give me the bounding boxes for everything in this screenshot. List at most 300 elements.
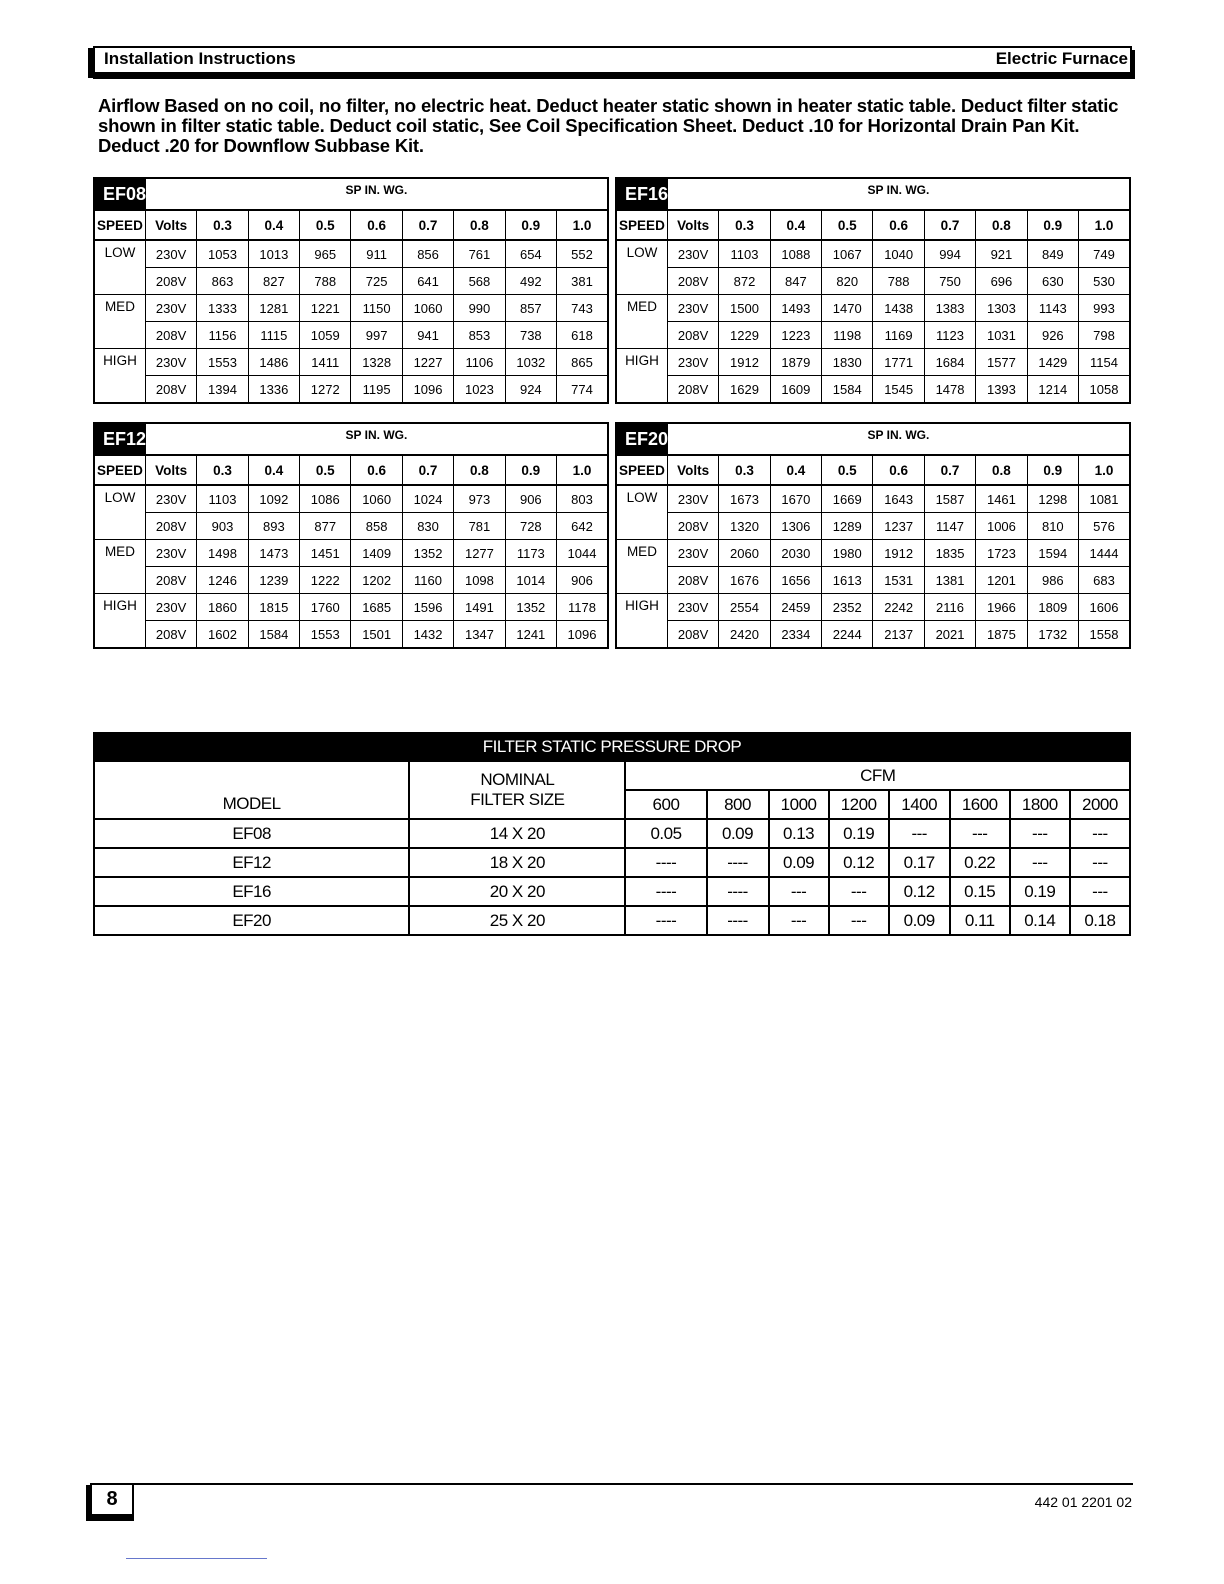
cfm-value-cell: 1103 xyxy=(719,240,770,268)
cfm-value-cell: 530 xyxy=(1079,268,1130,295)
table-row xyxy=(616,376,1130,404)
cfm-value-cell: 1669 xyxy=(822,485,873,513)
sp-column-header: 0.5 xyxy=(822,210,873,240)
pressure-drop-cell: 0.15 xyxy=(950,877,1010,906)
sp-column-header: 0.7 xyxy=(402,210,453,240)
volts-header: Volts xyxy=(667,210,718,240)
pressure-drop-cell: --- xyxy=(769,877,829,906)
sp-header: SP IN. WG. xyxy=(145,178,608,210)
cfm-value-cell: 1053 xyxy=(197,240,248,268)
cfm-value-cell: 642 xyxy=(557,513,608,540)
cfm-value-cell: 973 xyxy=(454,485,505,513)
volts-cell: 208V xyxy=(145,322,196,349)
cfm-value-cell: 1602 xyxy=(197,621,248,649)
cfm-value-cell: 576 xyxy=(1079,513,1130,540)
cfm-value-cell: 1609 xyxy=(770,376,821,404)
cfm-value-cell: 1393 xyxy=(976,376,1027,404)
cfm-value-cell: 1195 xyxy=(351,376,402,404)
table-row xyxy=(94,295,608,322)
cfm-value-cell: 630 xyxy=(1027,268,1078,295)
cfm-value-cell: 1281 xyxy=(248,295,299,322)
cfm-value-cell: 381 xyxy=(557,268,608,295)
table-row xyxy=(94,485,608,513)
cfm-value-cell: 1096 xyxy=(557,621,608,649)
cfm-value-cell: 1461 xyxy=(976,485,1027,513)
pressure-drop-cell: 0.12 xyxy=(889,877,950,906)
volts-cell: 230V xyxy=(145,594,196,621)
airflow-table-ef12 xyxy=(93,422,609,649)
cfm-value-cell: 1966 xyxy=(976,594,1027,621)
sp-column-header: 0.8 xyxy=(454,455,505,485)
cfm-value-cell: 1830 xyxy=(822,349,873,376)
cfm-value-cell: 1673 xyxy=(719,485,770,513)
filter-static-table xyxy=(93,732,1131,936)
cfm-value-cell: 743 xyxy=(557,295,608,322)
cfm-column-header: 1400 xyxy=(889,790,950,819)
filter-table-body xyxy=(94,819,1130,935)
cfm-value-cell: 492 xyxy=(505,268,556,295)
pressure-drop-cell: ---- xyxy=(707,906,769,935)
cfm-value-cell: 1098 xyxy=(454,567,505,594)
cfm-value-cell: 774 xyxy=(557,376,608,404)
pressure-drop-cell: --- xyxy=(1010,848,1070,877)
cfm-value-cell: 1643 xyxy=(873,485,924,513)
volts-cell: 208V xyxy=(667,621,718,649)
cfm-value-cell: 1347 xyxy=(454,621,505,649)
cfm-value-cell: 1980 xyxy=(822,540,873,567)
cfm-value-cell: 1006 xyxy=(976,513,1027,540)
volts-cell: 230V xyxy=(667,594,718,621)
cfm-value-cell: 1473 xyxy=(248,540,299,567)
model-label: EF12 xyxy=(94,423,145,455)
cfm-header: CFM xyxy=(625,761,1130,790)
airflow-table-ef08 xyxy=(93,177,609,404)
sp-column-header: 0.6 xyxy=(351,455,402,485)
cfm-value-cell: 872 xyxy=(719,268,770,295)
cfm-value-cell: 1394 xyxy=(197,376,248,404)
header-decoration xyxy=(93,74,1135,79)
cfm-value-cell: 1409 xyxy=(351,540,402,567)
cfm-value-cell: 1306 xyxy=(770,513,821,540)
cfm-value-cell: 1059 xyxy=(300,322,351,349)
cfm-value-cell: 1081 xyxy=(1079,485,1130,513)
sp-column-header: 0.5 xyxy=(300,210,351,240)
cfm-value-cell: 1067 xyxy=(822,240,873,268)
cfm-value-cell: 1060 xyxy=(351,485,402,513)
cfm-value-cell: 1303 xyxy=(976,295,1027,322)
model-label: EF20 xyxy=(616,423,667,455)
cfm-value-cell: 1553 xyxy=(300,621,351,649)
model-label: EF16 xyxy=(616,178,667,210)
sp-header: SP IN. WG. xyxy=(667,178,1130,210)
cfm-value-cell: 941 xyxy=(402,322,453,349)
cfm-value-cell: 1444 xyxy=(1079,540,1130,567)
table-row xyxy=(616,621,1130,649)
filter-size-cell: 20 X 20 xyxy=(409,877,625,906)
cfm-value-cell: 1670 xyxy=(770,485,821,513)
cfm-value-cell: 750 xyxy=(924,268,975,295)
cfm-value-cell: 568 xyxy=(454,268,505,295)
cfm-value-cell: 1500 xyxy=(719,295,770,322)
cfm-value-cell: 1684 xyxy=(924,349,975,376)
header-title-left: Installation Instructions xyxy=(104,49,296,68)
volts-header: Volts xyxy=(145,455,196,485)
cfm-value-cell: 728 xyxy=(505,513,556,540)
speed-label: LOW xyxy=(616,240,667,295)
pressure-drop-cell: --- xyxy=(829,906,889,935)
cfm-value-cell: 803 xyxy=(557,485,608,513)
cfm-value-cell: 827 xyxy=(248,268,299,295)
speed-label: MED xyxy=(94,540,145,594)
cfm-value-cell: 1381 xyxy=(924,567,975,594)
cfm-column-header: 800 xyxy=(707,790,769,819)
speed-label: HIGH xyxy=(94,349,145,404)
cfm-value-cell: 1058 xyxy=(1079,376,1130,404)
cfm-value-cell: 1239 xyxy=(248,567,299,594)
sp-column-header: 0.4 xyxy=(770,455,821,485)
cfm-value-cell: 1178 xyxy=(557,594,608,621)
cfm-value-cell: 924 xyxy=(505,376,556,404)
sp-column-header: 1.0 xyxy=(1079,210,1130,240)
sp-column-header: 0.9 xyxy=(505,455,556,485)
sp-column-header: 0.4 xyxy=(248,210,299,240)
pressure-drop-cell: --- xyxy=(1070,848,1130,877)
table-row xyxy=(94,848,1130,877)
cfm-value-cell: 2352 xyxy=(822,594,873,621)
speed-label: LOW xyxy=(94,240,145,295)
cfm-value-cell: 1214 xyxy=(1027,376,1078,404)
cfm-value-cell: 993 xyxy=(1079,295,1130,322)
volts-cell: 208V xyxy=(145,268,196,295)
footer-rule xyxy=(93,1483,1133,1485)
cfm-value-cell: 1486 xyxy=(248,349,299,376)
pressure-drop-cell: --- xyxy=(1070,877,1130,906)
cfm-value-cell: 1328 xyxy=(351,349,402,376)
cfm-value-cell: 921 xyxy=(976,240,1027,268)
cfm-column-header: 1200 xyxy=(829,790,889,819)
speed-label: HIGH xyxy=(616,349,667,404)
cfm-value-cell: 1115 xyxy=(248,322,299,349)
volts-cell: 230V xyxy=(145,485,196,513)
cfm-value-cell: 1289 xyxy=(822,513,873,540)
pressure-drop-cell: 0.09 xyxy=(769,848,829,877)
cfm-value-cell: 1298 xyxy=(1027,485,1078,513)
table-row xyxy=(616,513,1130,540)
cfm-value-cell: 725 xyxy=(351,268,402,295)
table-row xyxy=(616,485,1130,513)
sp-column-header: 0.7 xyxy=(402,455,453,485)
cfm-value-cell: 1088 xyxy=(770,240,821,268)
sp-column-header: 0.3 xyxy=(197,210,248,240)
intro-paragraph: Airflow Based on no coil, no filter, no electric heat. Deduct heater static shown in heater static table. Deduct filter static shown in filter static table. Deduct coil static, See Coil Specification Sheet. Deduct .10 for Horizontal Drain Pan Kit. Deduct .20 for Downflow Subbase Kit. xyxy=(98,95,1119,156)
cfm-value-cell: 1237 xyxy=(873,513,924,540)
cfm-value-cell: 1879 xyxy=(770,349,821,376)
cfm-value-cell: 903 xyxy=(197,513,248,540)
table-row xyxy=(94,621,608,649)
cfm-value-cell: 2242 xyxy=(873,594,924,621)
cfm-value-cell: 1912 xyxy=(873,540,924,567)
cfm-value-cell: 738 xyxy=(505,322,556,349)
cfm-value-cell: 1352 xyxy=(402,540,453,567)
cfm-value-cell: 990 xyxy=(454,295,505,322)
cfm-value-cell: 1676 xyxy=(719,567,770,594)
cfm-value-cell: 1201 xyxy=(976,567,1027,594)
cfm-value-cell: 1040 xyxy=(873,240,924,268)
cfm-value-cell: 2554 xyxy=(719,594,770,621)
cfm-value-cell: 1198 xyxy=(822,322,873,349)
pressure-drop-cell: ---- xyxy=(707,848,769,877)
pressure-drop-cell: ---- xyxy=(625,906,706,935)
sp-column-header: 1.0 xyxy=(557,210,608,240)
sp-column-header: 0.3 xyxy=(719,210,770,240)
table-row xyxy=(94,349,608,376)
cfm-value-cell: 863 xyxy=(197,268,248,295)
table-row xyxy=(94,906,1130,935)
cfm-value-cell: 1594 xyxy=(1027,540,1078,567)
cfm-value-cell: 552 xyxy=(557,240,608,268)
cfm-value-cell: 1685 xyxy=(351,594,402,621)
table-row xyxy=(616,594,1130,621)
cfm-value-cell: 1383 xyxy=(924,295,975,322)
pressure-drop-cell: 0.09 xyxy=(707,819,769,848)
cfm-value-cell: 1320 xyxy=(719,513,770,540)
volts-cell: 208V xyxy=(667,513,718,540)
volts-cell: 208V xyxy=(145,567,196,594)
sp-column-header: 0.7 xyxy=(924,455,975,485)
cfm-value-cell: 1723 xyxy=(976,540,1027,567)
cfm-value-cell: 2030 xyxy=(770,540,821,567)
airflow-table-ef20 xyxy=(615,422,1131,649)
pressure-drop-cell: ---- xyxy=(707,877,769,906)
table-row xyxy=(616,349,1130,376)
volts-cell: 230V xyxy=(667,540,718,567)
model-label: EF08 xyxy=(94,178,145,210)
cfm-value-cell: 1150 xyxy=(351,295,402,322)
volts-cell: 230V xyxy=(667,240,718,268)
cfm-value-cell: 1143 xyxy=(1027,295,1078,322)
cfm-value-cell: 2459 xyxy=(770,594,821,621)
pressure-drop-cell: --- xyxy=(950,819,1010,848)
volts-cell: 208V xyxy=(667,268,718,295)
volts-cell: 230V xyxy=(145,240,196,268)
cfm-value-cell: 1815 xyxy=(248,594,299,621)
cfm-value-cell: 986 xyxy=(1027,567,1078,594)
volts-header: Volts xyxy=(667,455,718,485)
cfm-value-cell: 1147 xyxy=(924,513,975,540)
cfm-value-cell: 810 xyxy=(1027,513,1078,540)
cfm-value-cell: 1123 xyxy=(924,322,975,349)
speed-header: SPEED xyxy=(94,210,145,240)
filter-size-cell: 25 X 20 xyxy=(409,906,625,935)
cfm-column-header: 1800 xyxy=(1010,790,1070,819)
speed-header: SPEED xyxy=(94,455,145,485)
pressure-drop-cell: 0.22 xyxy=(950,848,1010,877)
volts-cell: 230V xyxy=(667,349,718,376)
volts-cell: 230V xyxy=(145,295,196,322)
sp-column-header: 0.9 xyxy=(1027,455,1078,485)
cfm-value-cell: 1606 xyxy=(1079,594,1130,621)
cfm-value-cell: 1558 xyxy=(1079,621,1130,649)
cfm-value-cell: 911 xyxy=(351,240,402,268)
nominal-label: NOMINAL xyxy=(480,770,555,789)
cfm-value-cell: 1584 xyxy=(822,376,873,404)
volts-cell: 230V xyxy=(145,349,196,376)
cfm-value-cell: 1156 xyxy=(197,322,248,349)
cfm-column-header: 1000 xyxy=(769,790,829,819)
cfm-value-cell: 965 xyxy=(300,240,351,268)
cfm-value-cell: 1277 xyxy=(454,540,505,567)
table-row xyxy=(616,567,1130,594)
cfm-value-cell: 1429 xyxy=(1027,349,1078,376)
cfm-value-cell: 856 xyxy=(402,240,453,268)
cfm-value-cell: 2137 xyxy=(873,621,924,649)
filter-size-cell: 14 X 20 xyxy=(409,819,625,848)
sp-column-header: 0.4 xyxy=(770,210,821,240)
cfm-value-cell: 858 xyxy=(351,513,402,540)
cfm-value-cell: 847 xyxy=(770,268,821,295)
cfm-value-cell: 1553 xyxy=(197,349,248,376)
cfm-column-header: 2000 xyxy=(1070,790,1130,819)
pressure-drop-cell: ---- xyxy=(625,848,706,877)
sp-column-header: 0.5 xyxy=(822,455,873,485)
cfm-value-cell: 1451 xyxy=(300,540,351,567)
table-row xyxy=(94,540,608,567)
volts-cell: 208V xyxy=(667,567,718,594)
filter-size-label: FILTER SIZE xyxy=(470,790,565,809)
cfm-value-cell: 1613 xyxy=(822,567,873,594)
cfm-value-cell: 906 xyxy=(557,567,608,594)
sp-column-header: 1.0 xyxy=(1079,455,1130,485)
speed-header: SPEED xyxy=(616,455,667,485)
speed-label: LOW xyxy=(94,485,145,540)
sp-column-header: 0.6 xyxy=(873,455,924,485)
cfm-value-cell: 798 xyxy=(1079,322,1130,349)
cfm-value-cell: 1060 xyxy=(402,295,453,322)
cfm-value-cell: 906 xyxy=(505,485,556,513)
sp-column-header: 0.5 xyxy=(300,455,351,485)
cfm-value-cell: 1596 xyxy=(402,594,453,621)
volts-cell: 208V xyxy=(667,376,718,404)
cfm-value-cell: 1246 xyxy=(197,567,248,594)
cfm-value-cell: 1656 xyxy=(770,567,821,594)
cfm-value-cell: 1096 xyxy=(402,376,453,404)
cfm-value-cell: 781 xyxy=(454,513,505,540)
cfm-value-cell: 1023 xyxy=(454,376,505,404)
cfm-value-cell: 1031 xyxy=(976,322,1027,349)
header-title-right: Electric Furnace xyxy=(995,49,1128,68)
pressure-drop-cell: 0.05 xyxy=(625,819,706,848)
cfm-value-cell: 2116 xyxy=(924,594,975,621)
cfm-value-cell: 1771 xyxy=(873,349,924,376)
pressure-drop-cell: 0.12 xyxy=(829,848,889,877)
cfm-column-header: 1600 xyxy=(950,790,1010,819)
cfm-value-cell: 1432 xyxy=(402,621,453,649)
volts-cell: 230V xyxy=(667,295,718,322)
cfm-value-cell: 1160 xyxy=(402,567,453,594)
cfm-value-cell: 1352 xyxy=(505,594,556,621)
sp-column-header: 0.4 xyxy=(248,455,299,485)
sp-column-header: 0.9 xyxy=(505,210,556,240)
table-row xyxy=(94,240,608,268)
pressure-drop-cell: --- xyxy=(1010,819,1070,848)
cfm-value-cell: 1493 xyxy=(770,295,821,322)
cfm-value-cell: 1024 xyxy=(402,485,453,513)
nominal-filter-size-header xyxy=(409,761,625,819)
cfm-value-cell: 820 xyxy=(822,268,873,295)
cfm-value-cell: 865 xyxy=(557,349,608,376)
speed-label: MED xyxy=(616,295,667,349)
model-cell: EF16 xyxy=(94,877,409,906)
filter-table-title: FILTER STATIC PRESSURE DROP xyxy=(94,733,1130,761)
speed-header: SPEED xyxy=(616,210,667,240)
cfm-value-cell: 2420 xyxy=(719,621,770,649)
volts-header: Volts xyxy=(145,210,196,240)
table-row xyxy=(94,819,1130,848)
cfm-value-cell: 788 xyxy=(873,268,924,295)
pressure-drop-cell: 0.14 xyxy=(1010,906,1070,935)
cfm-value-cell: 1032 xyxy=(505,349,556,376)
volts-cell: 208V xyxy=(667,322,718,349)
cfm-value-cell: 2060 xyxy=(719,540,770,567)
pressure-drop-cell: 0.11 xyxy=(950,906,1010,935)
airflow-table-ef16 xyxy=(615,177,1131,404)
cfm-value-cell: 683 xyxy=(1079,567,1130,594)
model-cell: EF08 xyxy=(94,819,409,848)
cfm-value-cell: 1169 xyxy=(873,322,924,349)
table-row xyxy=(616,295,1130,322)
cfm-value-cell: 1241 xyxy=(505,621,556,649)
page-number: 8 xyxy=(90,1483,134,1516)
cfm-value-cell: 1272 xyxy=(300,376,351,404)
volts-cell: 208V xyxy=(145,376,196,404)
cfm-value-cell: 1044 xyxy=(557,540,608,567)
cfm-value-cell: 1333 xyxy=(197,295,248,322)
document-number: 442 01 2201 02 xyxy=(1034,1494,1132,1510)
cfm-column-header: 600 xyxy=(625,790,706,819)
cfm-value-cell: 849 xyxy=(1027,240,1078,268)
volts-cell: 208V xyxy=(145,621,196,649)
cfm-value-cell: 761 xyxy=(454,240,505,268)
cfm-value-cell: 830 xyxy=(402,513,453,540)
cfm-value-cell: 1912 xyxy=(719,349,770,376)
cfm-value-cell: 1760 xyxy=(300,594,351,621)
cfm-value-cell: 2334 xyxy=(770,621,821,649)
cfm-value-cell: 1875 xyxy=(976,621,1027,649)
filter-size-cell: 18 X 20 xyxy=(409,848,625,877)
table-row xyxy=(616,540,1130,567)
cfm-value-cell: 853 xyxy=(454,322,505,349)
table-row xyxy=(94,322,608,349)
cfm-value-cell: 1222 xyxy=(300,567,351,594)
pressure-drop-cell: --- xyxy=(1070,819,1130,848)
cfm-value-cell: 1577 xyxy=(976,349,1027,376)
cfm-value-cell: 1014 xyxy=(505,567,556,594)
sp-column-header: 0.3 xyxy=(197,455,248,485)
cfm-value-cell: 1545 xyxy=(873,376,924,404)
pressure-drop-cell: 0.13 xyxy=(769,819,829,848)
cfm-value-cell: 1086 xyxy=(300,485,351,513)
cfm-value-cell: 1154 xyxy=(1079,349,1130,376)
cfm-value-cell: 1584 xyxy=(248,621,299,649)
cfm-value-cell: 877 xyxy=(300,513,351,540)
cfm-value-cell: 1229 xyxy=(719,322,770,349)
pressure-drop-cell: 0.09 xyxy=(889,906,950,935)
cfm-value-cell: 1531 xyxy=(873,567,924,594)
speed-label: MED xyxy=(94,295,145,349)
pressure-drop-cell: --- xyxy=(889,819,950,848)
cfm-value-cell: 654 xyxy=(505,240,556,268)
header-decoration xyxy=(1130,50,1135,79)
